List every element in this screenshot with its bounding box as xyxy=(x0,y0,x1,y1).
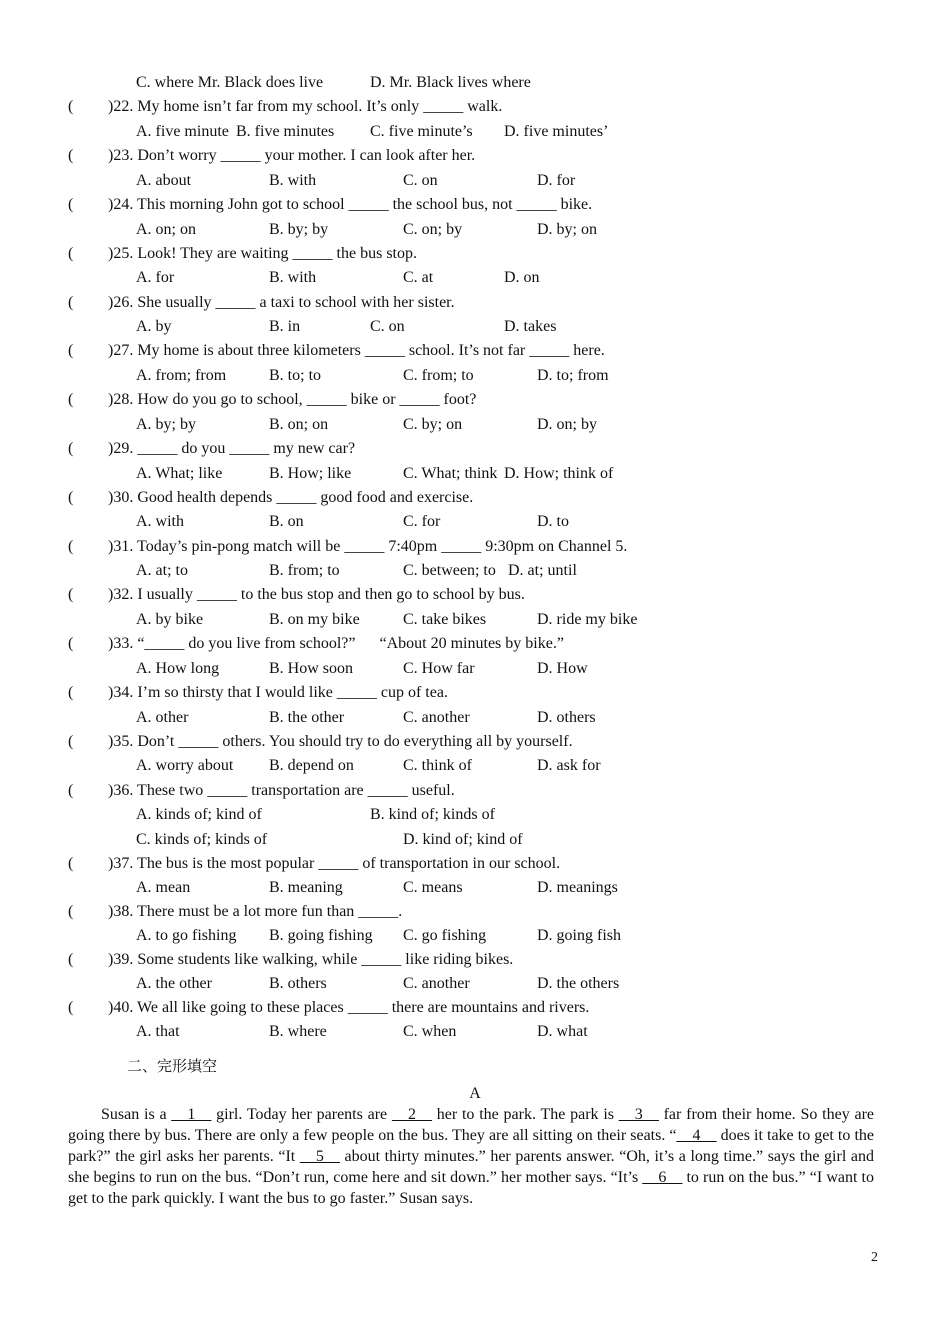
option-c: C. where Mr. Black does live xyxy=(136,74,324,91)
option-b: B. the other xyxy=(269,709,345,726)
option-c: C. by; on xyxy=(403,416,463,433)
cloze-passage: Susan is a __1__ girl. Today her parents are __2__ her to the park. The park is __3__ far from their home. So they are going there by bus. There are only a few people on the bus. They are all sitting on their seats. “__4__ does it take to get to the park?” the girl asks her parents. “It __5__ about thirty minutes.” her parents answer. “Oh, it’s a long time.” says the girl and she begins to run on the bus. “Don’t run, come here and sit down.” her mother says. “It’s __6__ to run on the bus.” “I want to get to the park quickly. I want the bus to go faster.” Susan says. xyxy=(68,1106,875,1207)
question-24 xyxy=(0,193,950,217)
option-b: B. depend on xyxy=(269,757,354,774)
option-b: B. by; by xyxy=(269,221,329,238)
question-34 xyxy=(0,681,950,705)
option-c: C. means xyxy=(403,879,463,896)
question-36 xyxy=(0,779,950,803)
question-25 xyxy=(0,242,950,266)
option-c: C. at xyxy=(403,269,434,286)
question-stem: )32. I usually _____ to the bus stop and then go to school by bus. xyxy=(108,586,525,603)
question-33 xyxy=(0,632,950,656)
question-29-options xyxy=(0,462,950,486)
question-30 xyxy=(0,486,950,510)
option-d: D. takes xyxy=(504,318,557,335)
question-24-options xyxy=(0,218,950,242)
option-b: B. to; to xyxy=(269,367,322,384)
question-40 xyxy=(0,996,950,1020)
option-a: A. What; like xyxy=(136,465,223,482)
question-stem: )39. Some students like walking, while _____ like riding bikes. xyxy=(108,951,514,968)
answer-bracket: ( xyxy=(68,196,74,213)
question-38 xyxy=(0,900,950,924)
question-28-options xyxy=(0,413,950,437)
option-a: A. by xyxy=(136,318,172,335)
question-23-options xyxy=(0,169,950,193)
question-33-options xyxy=(0,657,950,681)
option-d: D. on; by xyxy=(537,416,597,433)
option-d: D. to xyxy=(537,513,569,530)
option-a: A. about xyxy=(136,172,192,189)
option-d: D. five minutes’ xyxy=(504,123,609,140)
option-a: A. worry about xyxy=(136,757,234,774)
option-d: D. at; until xyxy=(508,562,577,579)
option-c: C. kinds of; kinds of xyxy=(136,831,268,848)
question-37 xyxy=(0,852,950,876)
option-a: A. mean xyxy=(136,879,191,896)
option-b: B. others xyxy=(269,975,327,992)
question-stem: )38. There must be a lot more fun than _____. xyxy=(108,903,403,920)
option-d: D. by; on xyxy=(537,221,597,238)
option-c: C. another xyxy=(403,975,470,992)
option-b: B. going fishing xyxy=(269,927,373,944)
answer-bracket: ( xyxy=(68,951,74,968)
question-38-options xyxy=(0,924,950,948)
blank-1: __1__ xyxy=(171,1106,212,1123)
option-b: B. from; to xyxy=(269,562,340,579)
option-c: C. between; to xyxy=(403,562,496,579)
question-25-options xyxy=(0,266,950,290)
option-b: B. with xyxy=(269,269,317,286)
option-c: C. go fishing xyxy=(403,927,487,944)
question-32-options xyxy=(0,608,950,632)
question-26-options xyxy=(0,315,950,339)
option-d: D. ask for xyxy=(537,757,601,774)
question-34-options xyxy=(0,706,950,730)
option-b: B. kind of; kinds of xyxy=(370,806,495,823)
question-22-options xyxy=(0,120,950,144)
question-stem: )25. Look! They are waiting _____ the bus stop. xyxy=(108,245,417,262)
question-37-options xyxy=(0,876,950,900)
option-c: C. five minute’s xyxy=(370,123,473,140)
question-stem: )29. _____ do you _____ my new car? xyxy=(108,440,356,457)
answer-bracket: ( xyxy=(68,147,74,164)
question-stem: )28. How do you go to school, _____ bike or _____ foot? xyxy=(108,391,477,408)
option-c: C. What; think xyxy=(403,465,498,482)
option-c: C. take bikes xyxy=(403,611,487,628)
answer-bracket: ( xyxy=(68,391,74,408)
option-c: C. from; to xyxy=(403,367,474,384)
question-stem: )40. We all like going to these places _____ there are mountains and rivers. xyxy=(108,999,590,1016)
question-26 xyxy=(0,291,950,315)
option-c: C. another xyxy=(403,709,470,726)
question-23 xyxy=(0,144,950,168)
option-a: A. with xyxy=(136,513,184,530)
option-d: D. for xyxy=(537,172,576,189)
option-b: B. with xyxy=(269,172,317,189)
option-a: A. other xyxy=(136,709,189,726)
option-c: C. How far xyxy=(403,660,475,677)
answer-bracket: ( xyxy=(68,684,74,701)
option-b: B. on xyxy=(269,513,304,530)
question-39-options xyxy=(0,972,950,996)
option-b: B. five minutes xyxy=(236,123,335,140)
blank-2: __2__ xyxy=(391,1106,432,1123)
question-stem: )36. These two _____ transportation are _____ useful. xyxy=(108,782,455,799)
question-stem: )35. Don’t _____ others. You should try to do everything all by yourself. xyxy=(108,733,573,750)
blank-5: __5__ xyxy=(299,1148,340,1165)
question-stem: )34. I’m so thirsty that I would like _____ cup of tea. xyxy=(108,684,448,701)
option-c: C. on xyxy=(403,172,438,189)
option-c: C. for xyxy=(403,513,441,530)
answer-bracket: ( xyxy=(68,782,74,799)
option-a: A. five minute xyxy=(136,123,229,140)
question-stem: )31. Today’s pin-pong match will be _____ 7:40pm _____ 9:30pm on Channel 5. xyxy=(108,538,628,555)
question-stem: )30. Good health depends _____ good food and exercise. xyxy=(108,489,474,506)
option-d: D. to; from xyxy=(537,367,609,384)
answer-bracket: ( xyxy=(68,635,74,652)
option-a: A. from; from xyxy=(136,367,227,384)
blank-3: __3__ xyxy=(618,1106,659,1123)
option-b: B. where xyxy=(269,1023,327,1040)
answer-bracket: ( xyxy=(68,999,74,1016)
option-c: C. on; by xyxy=(403,221,463,238)
section-title: 二、完形填空 xyxy=(127,1057,218,1075)
question-36-options-cd xyxy=(0,828,950,852)
question-31 xyxy=(0,535,950,559)
question-stem: )26. She usually _____ a taxi to school with her sister. xyxy=(108,294,455,311)
question-32 xyxy=(0,583,950,607)
answer-bracket: ( xyxy=(68,342,74,359)
option-d: D. what xyxy=(537,1023,588,1040)
option-d: D. on xyxy=(504,269,540,286)
option-d: D. others xyxy=(537,709,596,726)
answer-bracket: ( xyxy=(68,855,74,872)
answer-bracket: ( xyxy=(68,245,74,262)
passage-title: A xyxy=(469,1085,481,1102)
question-39 xyxy=(0,948,950,972)
option-a: A. by bike xyxy=(136,611,204,628)
answer-bracket: ( xyxy=(68,733,74,750)
question-35-options xyxy=(0,754,950,778)
option-c: C. on xyxy=(370,318,405,335)
answer-bracket: ( xyxy=(68,489,74,506)
question-21-options-cd xyxy=(0,71,950,95)
option-a: A. kinds of; kind of xyxy=(136,806,262,823)
question-22 xyxy=(0,95,950,119)
question-30-options xyxy=(0,510,950,534)
answer-bracket: ( xyxy=(68,538,74,555)
question-stem: )33. “_____ do you live from school?” “About 20 minutes by bike.” xyxy=(108,635,564,652)
blank-6: __6__ xyxy=(642,1169,683,1186)
option-d: D. How; think of xyxy=(504,465,614,482)
option-c: C. when xyxy=(403,1023,457,1040)
option-b: B. meaning xyxy=(269,879,343,896)
question-35 xyxy=(0,730,950,754)
blank-4: __4__ xyxy=(676,1127,717,1144)
option-c: C. think of xyxy=(403,757,472,774)
option-b: B. How; like xyxy=(269,465,352,482)
option-a: A. How long xyxy=(136,660,220,677)
option-d: D. Mr. Black lives where xyxy=(370,74,531,91)
question-36-options-ab xyxy=(0,803,950,827)
option-b: B. on my bike xyxy=(269,611,360,628)
question-31-options xyxy=(0,559,950,583)
question-stem: )24. This morning John got to school _____ the school bus, not _____ bike. xyxy=(108,196,593,213)
answer-bracket: ( xyxy=(68,586,74,603)
option-a: A. by; by xyxy=(136,416,196,433)
option-a: A. that xyxy=(136,1023,180,1040)
answer-bracket: ( xyxy=(68,440,74,457)
option-b: B. How soon xyxy=(269,660,354,677)
option-d: D. going fish xyxy=(537,927,621,944)
option-d: D. kind of; kind of xyxy=(403,831,523,848)
option-b: B. in xyxy=(269,318,301,335)
option-a: A. for xyxy=(136,269,175,286)
option-b: B. on; on xyxy=(269,416,329,433)
option-a: A. the other xyxy=(136,975,212,992)
question-40-options xyxy=(0,1020,950,1044)
option-d: D. ride my bike xyxy=(537,611,638,628)
option-d: D. the others xyxy=(537,975,620,992)
question-28 xyxy=(0,388,950,412)
option-d: D. How xyxy=(537,660,588,677)
option-a: A. at; to xyxy=(136,562,188,579)
page-number: 2 xyxy=(871,1250,878,1265)
question-29 xyxy=(0,437,950,461)
answer-bracket: ( xyxy=(68,98,74,115)
option-d: D. meanings xyxy=(537,879,618,896)
answer-bracket: ( xyxy=(68,294,74,311)
question-27-options xyxy=(0,364,950,388)
question-stem: )23. Don’t worry _____ your mother. I can look after her. xyxy=(108,147,476,164)
question-stem: )27. My home is about three kilometers _____ school. It’s not far _____ here. xyxy=(108,342,605,359)
question-stem: )37. The bus is the most popular _____ of transportation in our school. xyxy=(108,855,561,872)
question-27 xyxy=(0,339,950,363)
option-a: A. to go fishing xyxy=(136,927,237,944)
question-stem: )22. My home isn’t far from my school. It’s only _____ walk. xyxy=(108,98,503,115)
answer-bracket: ( xyxy=(68,903,74,920)
option-a: A. on; on xyxy=(136,221,196,238)
